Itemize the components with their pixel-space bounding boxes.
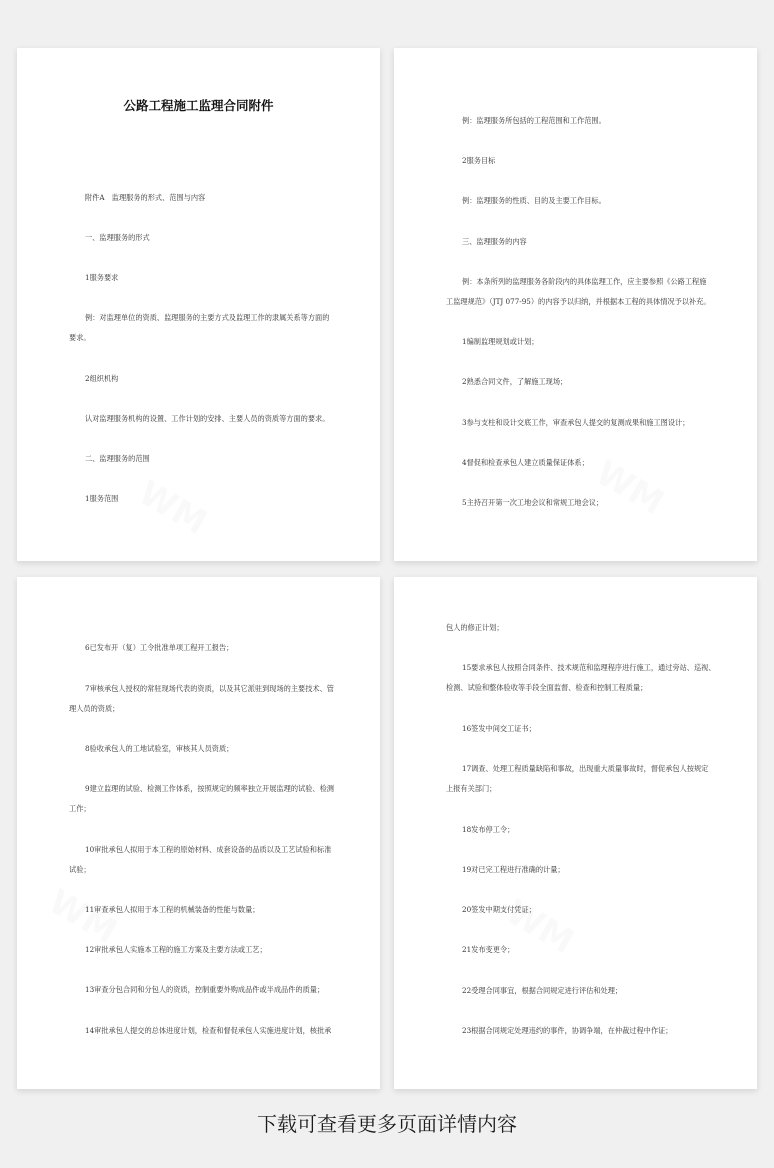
text-line: 20签发中期支付凭证； [462, 905, 536, 914]
text-line: 12审批承包人实施本工程的施工方案及主要方法或工艺； [85, 945, 267, 954]
text-line: 附件A 监理服务的形式、范围与内容 [85, 193, 206, 202]
text-line: 17调查、处理工程质量缺陷和事故，出现重大质量事故时，督促承包人按规定 [462, 764, 709, 773]
text-line: 上报有关部门； [446, 784, 497, 793]
text-line: 13审查分包合同和分包人的资质，控制重要外购成品件或半成品件的质量； [85, 985, 325, 994]
text-line: 7审核承包人授权的常驻现场代表的资质，以及其它派驻到现场的主要技术、管 [85, 684, 334, 693]
text-line: 19对已完工程进行准确的计量； [462, 865, 565, 874]
text-line: 18发布停工令； [462, 825, 515, 834]
text-line: 15要求承包人按照合同条件、技术规范和监理程序进行施工，通过旁站、巡视、 [462, 663, 716, 672]
text-line: 例：监理服务的性质、目的及主要工作目标。 [462, 196, 606, 205]
text-line: 8验收承包人的工地试验室，审核其人员资质； [85, 744, 234, 753]
document-title: 公路工程施工监理合同附件 [123, 98, 274, 113]
text-line: 例：监理服务所包括的工程范围和工作范围。 [462, 116, 606, 125]
text-line: 试验； [69, 865, 91, 874]
document-page-4 [394, 577, 757, 1089]
text-line: 1服务范围 [85, 494, 119, 503]
text-line: 2组织机构 [85, 374, 119, 383]
text-line: 认对监理服务机构的设置、工作计划的安排、主要人员的资质等方面的要求。 [85, 414, 330, 423]
text-line: 1服务要求 [85, 273, 119, 282]
document-page-3 [17, 577, 380, 1089]
text-line: 22受理合同事宜，根据合同规定进行评估和处理； [462, 986, 623, 995]
text-line: 21发布变更令； [462, 945, 515, 954]
text-line: 例：对监理单位的资质、监理服务的主要方式及监理工作的隶属关系等方面的 [85, 313, 330, 322]
text-line: 检测、试验和整体验收等手段全面监督、检查和控制工程质量； [446, 683, 648, 692]
text-line: 5主持召开第一次工地会议和常规工地会议； [462, 498, 604, 507]
text-line: 二、监理服务的范围 [85, 454, 150, 463]
download-more-pages-text: 下载可查看更多页面详情内容 [257, 1112, 517, 1136]
text-line: 工监理规范》（JTJ 077-95）的内容予以归纳，并根据本工程的具体情况予以补充。 [446, 297, 711, 306]
text-line: 16签发中间交工证书； [462, 724, 536, 733]
text-line: 1编制监理规划或计划； [462, 337, 539, 346]
text-line: 包人的修正计划； [446, 623, 504, 632]
text-line: 9建立监理的试验、检测工作体系，按照规定的频率独立开展监理的试验、检测 [85, 784, 334, 793]
text-line: 3参与支柱和设计交底工作，审查承包人提交的复测成果和施工图设计； [462, 418, 690, 427]
text-line: 10审批承包人拟用于本工程的原始材料、成套设备的品质以及工艺试验和标准 [85, 845, 332, 854]
watermark [42, 882, 124, 952]
text-line: 三、监理服务的内容 [462, 237, 527, 246]
text-line: 2服务目标 [462, 156, 496, 165]
text-line: 要求。 [69, 333, 91, 342]
document-page-2 [394, 48, 757, 561]
watermark [589, 453, 671, 523]
text-line: 理人员的资质； [69, 704, 120, 713]
text-line: 23根据合同规定处理违约的事件，协调争端，在仲裁过程中作证； [462, 1026, 673, 1035]
text-line: 11审查承包人拟用于本工程的机械装备的性能与数量； [85, 905, 260, 914]
text-line: 2熟悉合同文件，了解施工现场； [462, 377, 568, 386]
text-line: 工作； [69, 804, 91, 813]
text-line: 14审批承包人提交的总体进度计划，检查和督促承包人实施进度计划，核批承 [85, 1026, 332, 1035]
document-page-1 [17, 48, 380, 561]
text-line: 4督促和检查承包人建立质量保证体系； [462, 458, 589, 467]
watermark [132, 473, 214, 543]
text-line: 例：本条所列的监理服务各阶段内的具体监理工作，应主要参照《公路工程施 [462, 277, 707, 286]
text-line: 6已发布开（复）工令批准单项工程开工报告； [85, 643, 234, 652]
text-line: 一、监理服务的形式 [85, 233, 150, 242]
